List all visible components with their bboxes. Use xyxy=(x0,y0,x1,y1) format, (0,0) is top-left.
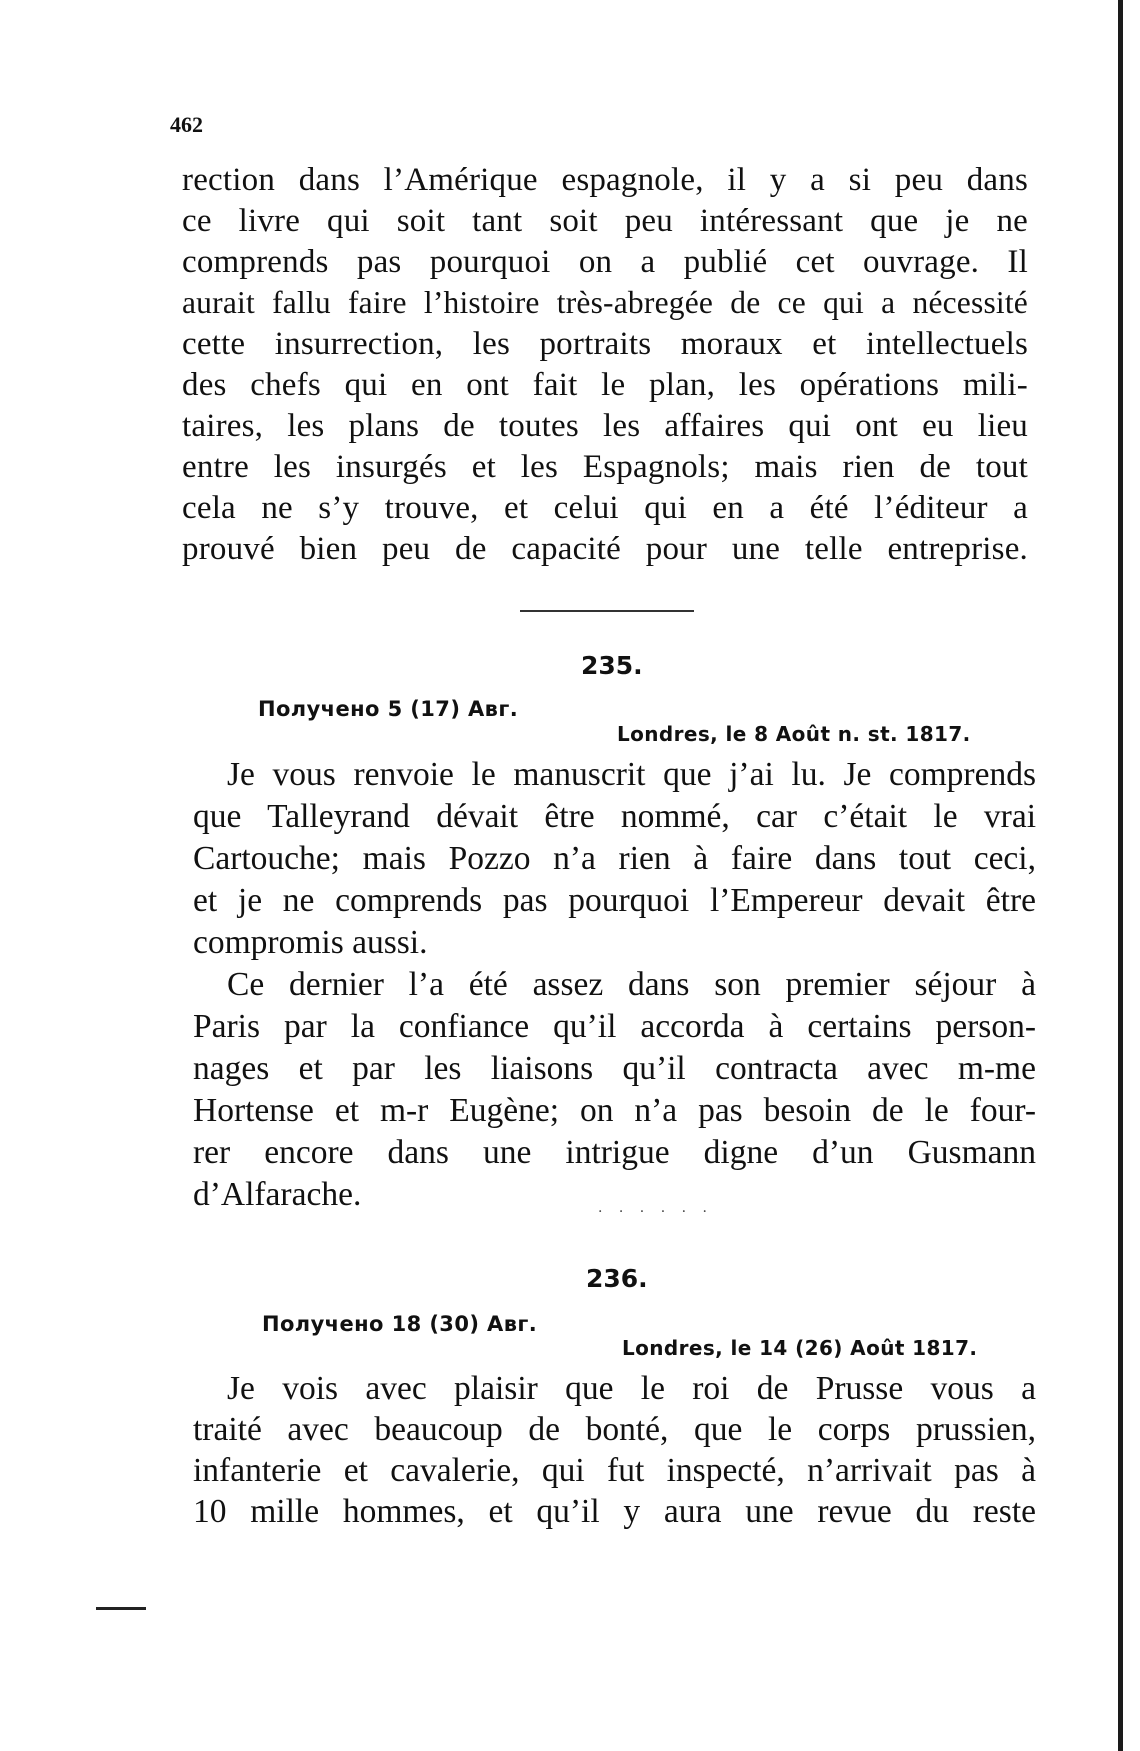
text-line: Hortense et m-r Eugène; on n’a pas besoin de le four- xyxy=(193,1092,1036,1129)
text-line: compromis aussi. xyxy=(193,924,428,961)
text-line: Paris par la confiance qu’il accorda à certains person- xyxy=(193,1008,1036,1045)
text-line: ce livre qui soit tant soit peu intéressant que je ne xyxy=(182,203,1028,239)
dateline: Londres, le 14 (26) Août 1817. xyxy=(622,1336,978,1360)
text-line: nages et par les liaisons qu’il contracta avec m-me xyxy=(193,1050,1036,1087)
text-line: comprends pas pourquoi on a publié cet ouvrage. Il xyxy=(182,244,1028,280)
text-line: et je ne comprends pas pourquoi l’Empereur devait être xyxy=(193,882,1036,919)
text-line: cela ne s’y trouve, et celui qui en a été l’éditeur a xyxy=(182,490,1028,526)
text-line: Je vois avec plaisir que le roi de Prusse vous a xyxy=(227,1370,1036,1407)
text-line: Cartouche; mais Pozzo n’a rien à faire dans tout ceci, xyxy=(193,840,1036,877)
letter-number: 236. xyxy=(586,1264,648,1293)
page-number: 462 xyxy=(170,112,203,137)
text-line: rection dans l’Amérique espagnole, il y a si peu dans xyxy=(182,162,1028,198)
page-edge-rule xyxy=(1118,0,1123,1751)
text-line: cette insurrection, les portraits moraux et intellectuels xyxy=(182,326,1028,362)
section-divider xyxy=(520,610,694,612)
text-line: infanterie et cavalerie, qui fut inspecté, n’arrivait pas à xyxy=(193,1452,1036,1489)
text-line: taires, les plans de toutes les affaires qui ont eu lieu xyxy=(182,408,1028,444)
text-line: des chefs qui en ont fait le plan, les opérations mili- xyxy=(182,367,1028,403)
received-note: Получено 18 (30) Авг. xyxy=(262,1312,538,1336)
letter-number: 235. xyxy=(581,651,643,680)
received-note: Получено 5 (17) Авг. xyxy=(258,697,519,721)
text-line: que Talleyrand dévait être nommé, car c’était le vrai xyxy=(193,798,1036,835)
text-line: prouvé bien peu de capacité pour une telle entreprise. xyxy=(182,531,1028,567)
section-separator-dots: · · · · · · xyxy=(598,1204,713,1220)
margin-mark xyxy=(96,1607,146,1610)
text-line: d’Alfarache. xyxy=(193,1176,362,1213)
text-line: Ce dernier l’a été assez dans son premier séjour à xyxy=(227,966,1036,1003)
text-line: entre les insurgés et les Espagnols; mais rien de tout xyxy=(182,449,1028,485)
text-line: Je vous renvoie le manuscrit que j’ai lu. Je comprends xyxy=(227,756,1036,793)
text-line: 10 mille hommes, et qu’il y aura une revue du reste xyxy=(193,1493,1036,1530)
text-line: traité avec beaucoup de bonté, que le corps prussien, xyxy=(193,1411,1036,1448)
text-line: rer encore dans une intrigue digne d’un Gusmann xyxy=(193,1134,1036,1171)
text-line: aurait fallu faire l’histoire très-abregée de ce qui a nécessité xyxy=(182,285,1028,320)
dateline: Londres, le 8 Août n. st. 1817. xyxy=(617,722,971,746)
